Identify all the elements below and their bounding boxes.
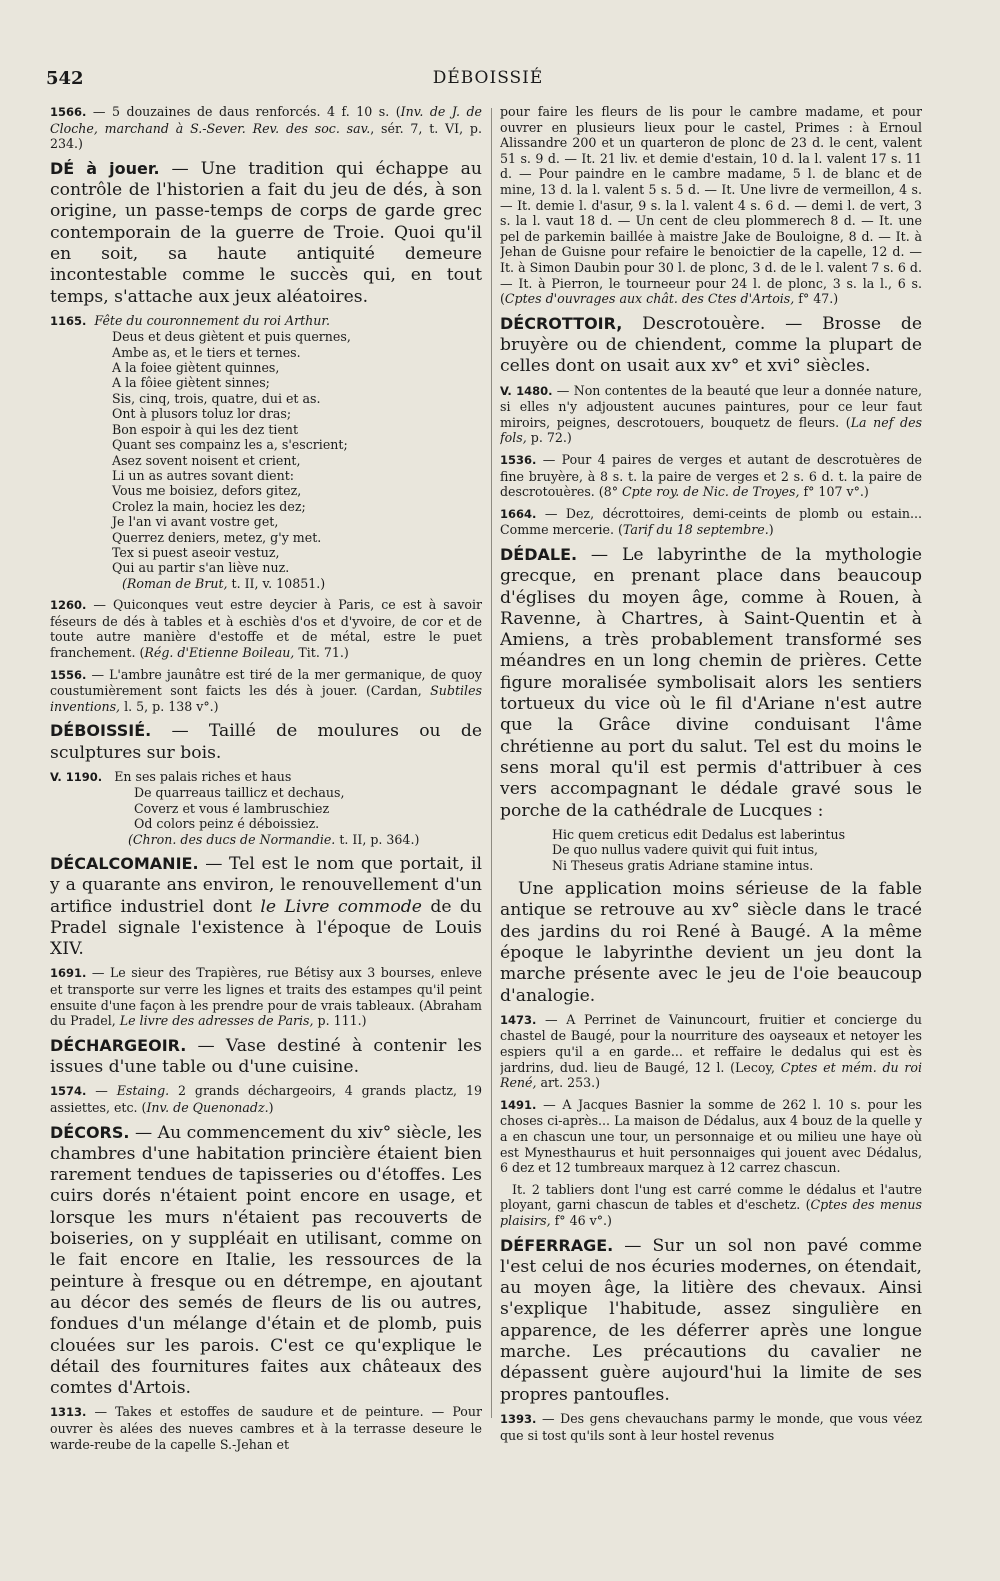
verse-lucques: Hic quem creticus edit Dedalus est laberintus De quo nullus vadere quivit qui fuit intus, Ni Theseus gratis Adriane stamine intus. bbox=[552, 826, 846, 873]
citation-1536: 1536. — Pour 4 paires de verges et autant de descrotuères de fine bruyère, à 8 s. t. la paire de verges et 2 s. 6 d. t. la paire de descrotouères. (8° Cpte roy. de Nic. de Troyes, f° 107 v°.) bbox=[500, 451, 922, 500]
headword: DÉBOISSIÉ. bbox=[50, 721, 152, 741]
headword: DÉ à jouer. bbox=[50, 158, 160, 178]
running-title: DÉBOISSIÉ bbox=[432, 68, 544, 88]
citation-1574: 1574. — Estaing. 2 grands déchargeoirs, 4 grands plactz, 19 assiettes, etc. (Inv. de Quenonadz.) bbox=[50, 1083, 482, 1115]
left-column bbox=[50, 104, 482, 1458]
entry-decrottoir: DÉCROTTOIR, Descrotouère. — Brosse de bruyère ou de chiendent, comme la plupart de celles dont on usait aux xv° et xvi° siècles. bbox=[500, 313, 922, 377]
citation-1491-tabliers: It. 2 tabliers dont l'ung est carré comme le dédalus et l'autre ployant, garni chascun de tables et d'eschetz. (Cptes des menus plaisirs, f° 46 v°.) bbox=[500, 1181, 922, 1228]
headword: DÉCORS. bbox=[50, 1122, 130, 1142]
citation-1491: 1491. — A Jacques Basnier la somme de 262 l. 10 s. pour les choses ci-après... La maison de Dédalus, aux 4 bouz de la quelle y a en chascun une tour, un personnaige et ou milieu une haye où est Mynesthaurus et huit personnaiges qui jouent avec Dédalus, 6 dez et 12 tumbreaux marquez à 12 carrez chascun. bbox=[500, 1096, 922, 1176]
verse-source: (Chron. des ducs de Normandie. t. II, p. 364.) bbox=[128, 831, 420, 847]
entry-decors: DÉCORS. — Au commencement du xiv° siècle, les chambres d'une habitation princière étaient bien rarement tendues de tapisseries ou d'étoffes. Les cuirs dorés n'étaient point encore en usage, et lorsque les murs n'étaient pas recouverts de boiseries, on y suppléait en utilisant, comme on le fait encore en Italie, les ressources de la peinture à fresque ou en détrempe, en ajoutant au décor des semés de fleurs de lis ou autres, fondues d'un mélange d'étain et de plomb, puis clouées sur les parois. C'est ce qu'explique le détail des fournitures faites aux châteaux des comtes d'Artois. bbox=[50, 1122, 482, 1399]
page-number: 542 bbox=[46, 68, 84, 89]
entry-dechargeoir: DÉCHARGEOIR. — Vase destiné à contenir les issues d'une table ou d'une cuisine. bbox=[50, 1035, 482, 1078]
entry-deferrage: DÉFERRAGE. — Sur un sol non pavé comme l'est celui de nos écuries modernes, on étendait, au moyen âge, la litière des chevaux. Ainsi s'explique l'habitude, assez singulière en apparence, de les déferrer après une longue marche. Les précautions du cavalier ne dépassent guère aujourd'hui la limite de ses propres pantoufles. bbox=[500, 1235, 922, 1405]
citation-1566: 1566. — 5 douzaines de daus renforcés. 4 f. 10 s. (Inv. de J. de Cloche, marchand à S.-Sever. Rev. des soc. sav., sér. 7, t. VI, p. 234.) bbox=[50, 104, 482, 152]
verse-source: (Roman de Brut, t. II, v. 10851.) bbox=[122, 575, 326, 591]
entry-dedale: DÉDALE. — Le labyrinthe de la mythologie grecque, en prenant place dans beaucoup d'églises du moyen âge, comme à Rouen, à Ravenne, à Chartres, à Saint-Quentin et à Amiens, a très probablement transformé ses méandres en un long chemin de prières. Cette figure moralisée symbolisait alors les sentiers tortueux du vice où le fil d'Ariane n'est autre que la Grâce divine conduisant l'âme chrétienne au port du salut. Tel est du moins le sens moral qu'il est permis d'attribuer à ces vers accompagnant le dédale gravé sous le porche de la cathédrale de Lucques : bbox=[500, 544, 922, 821]
headword: DÉDALE. bbox=[500, 544, 578, 564]
citation-1313: 1313. — Takes et estoffes de saudure et de peinture. — Pour ouvrer ès alées des nueves cambres et à la terrasse deseure le warde-reube de la capelle S.-Jehan et bbox=[50, 1404, 482, 1452]
headword: DÉCROTTOIR, bbox=[500, 313, 623, 333]
right-column bbox=[500, 104, 922, 1449]
citation-1664: 1664. — Dez, décrottoires, demi-ceints de plomb ou estain... Comme mercerie. (Tarif du 18 septembre.) bbox=[500, 505, 922, 538]
headword: DÉCHARGEOIR. bbox=[50, 1035, 187, 1055]
entry-de-a-jouer: DÉ à jouer. — Une tradition qui échappe au contrôle de l'historien a fait du jeu de dés, à son origine, un passe-temps de corps de garde grec contemporain de la guerre de Troie. Quoi qu'il en soit, sa haute antiquité demeure incontestable comme le succès qui, en tout temps, s'attache aux jeux aléatoires. bbox=[50, 158, 482, 307]
citation-1556: 1556. — L'ambre jaunâtre est tiré de la mer germanique, de quoy coustumièrement sont faicts les dés à jouer. (Cardan, Subtiles inventions, l. 5, p. 138 v°.) bbox=[50, 666, 482, 714]
citation-1393: 1393. — Des gens chevauchans parmy le monde, que vous véez que si tost qu'ils sont à leur hostel revenus bbox=[500, 1410, 922, 1443]
citation-1260: 1260. — Quiconques veut estre deycier à Paris, ce est à savoir féseurs de dés à tables et à eschiès d'os et d'yvoire, de cor et de toute autre manière d'estoffe et de métal, estre le puet franchement. (Rég. d'Etienne Boileau, Tit. 71.) bbox=[50, 597, 482, 660]
citation-1480: V. 1480. — Non contentes de la beauté que leur a donnée nature, si elles n'y adjoustent aucunes paintures, pour ce leur faut miroirs, peignes, descrotouers, bouquetz de fleurs. (La nef des fols, p. 72.) bbox=[500, 382, 922, 446]
verse-1190: V. 1190. En ses palais riches et haus De quarreaus taillicz et dechaus, Coverz et vous é lambruschiez Od colors peinz é déboissiez. (Chron. des ducs de Normandie. t. II, p. 364.) bbox=[50, 769, 482, 847]
headword: DÉFERRAGE. bbox=[500, 1235, 614, 1255]
citation-1473: 1473. — A Perrinet de Vainuncourt, fruitier et concierge du chastel de Baugé, pour la nourriture des oayseaux et netoyer les espiers qu'il a en garde... et reffaire le dedalus qui est ès jardrins, dud. lieu de Baugé, 12 l. (Lecoy, Cptes et mém. du roi René, art. 253.) bbox=[500, 1011, 922, 1091]
verse-1165: 1165. Fête du couronnement du roi Arthur. Deus et deus giètent et puis quernes, Ambe as, et le tiers et ternes. A la foiee giètent quinnes, A la fôiee giètent sinnes; Sis, cinq, trois, quatre, dui et as. Ont à plusors toluz lor dras; Bon espoir à qui les dez tient Quant ses compainz les a, s'escrient; Asez sovent noisent et crient, Li un as autres sovant dient: Vous me boisiez, defors gitez, Crolez la main, hociez les dez; Je l'an vi avant vostre get, Querrez deniers, metez, g'y met. Tex si puest aseoir vestuz, Qui au partir s'an liève nuz. (Roman de Brut, t. II, v. 10851.) bbox=[50, 313, 482, 591]
running-head bbox=[46, 68, 930, 94]
citation-1691: 1691. — Le sieur des Trapières, rue Bétisy aux 3 bourses, enleve et transporte sur verre les lignes et traits des estampes qu'il peint ensuite d'une façon à les prendre pour de vrais tableaux. (Abraham du Pradel, Le livre des adresses de Paris, p. 111.) bbox=[50, 965, 482, 1029]
paragraph-application: Une application moins sérieuse de la fable antique se retrouve au xv° siècle dans le tracé des jardins du roi René à Baugé. A la même époque le labyrinthe devient un jeu dont la marche présente avec le jeu de l'oie beaucoup d'analogie. bbox=[500, 879, 922, 1006]
column-rule bbox=[491, 108, 492, 1418]
entry-deboissie: DÉBOISSIÉ. — Taillé de moulures ou de sculptures sur bois. bbox=[50, 721, 482, 763]
headword: DÉCALCOMANIE. bbox=[50, 853, 199, 873]
entry-decalcomanie: DÉCALCOMANIE. — Tel est le nom que portait, il y a quarante ans environ, le renouvellement d'un artifice industriel dont le Livre commode de du Pradel signale l'existence à l'époque de Louis XIV. bbox=[50, 853, 482, 960]
citation-1313-continued: pour faire les fleurs de lis pour le cambre madame, et pour ouvrer en plusieurs lieux pour le castel, Primes : à Ernoul Alissandre 200 et un quarteron de plonc de 23 d. le cent, valent 51 s. 9 d. — It. 21 liv. et demie d'estain, 10 d. la l. valent 17 s. 11 d. — Pour paindre en le cambre madame, 5 l. de blanc et de mine, 13 d. la l. valent 5 s. 5 d. — It. Une livre de vermeillon, 4 s. — It. demie l. d'asur, 9 s. la l. valent 4 s. 6 d. — demi l. de vert, 3 s. la l. vaut 18 d. — Un cent de cleu plommerech 8 d. — It. une pel de parkemin baillée à maistre Jake de Bouloigne, 8 d. — It. à Jehan de Guisne pour refaire le benoictier de la capelle, 12 d. — It. à Simon Daubin pour 30 l. de plonc, 3 d. de le l. valent 7 s. 6 d. — It. à Pierron, le tourneeur pour 24 l. de plonc, 3 s. la l., 6 s. (Cptes d'ouvrages aux chât. des Ctes d'Artois, f° 47.) bbox=[500, 104, 922, 307]
